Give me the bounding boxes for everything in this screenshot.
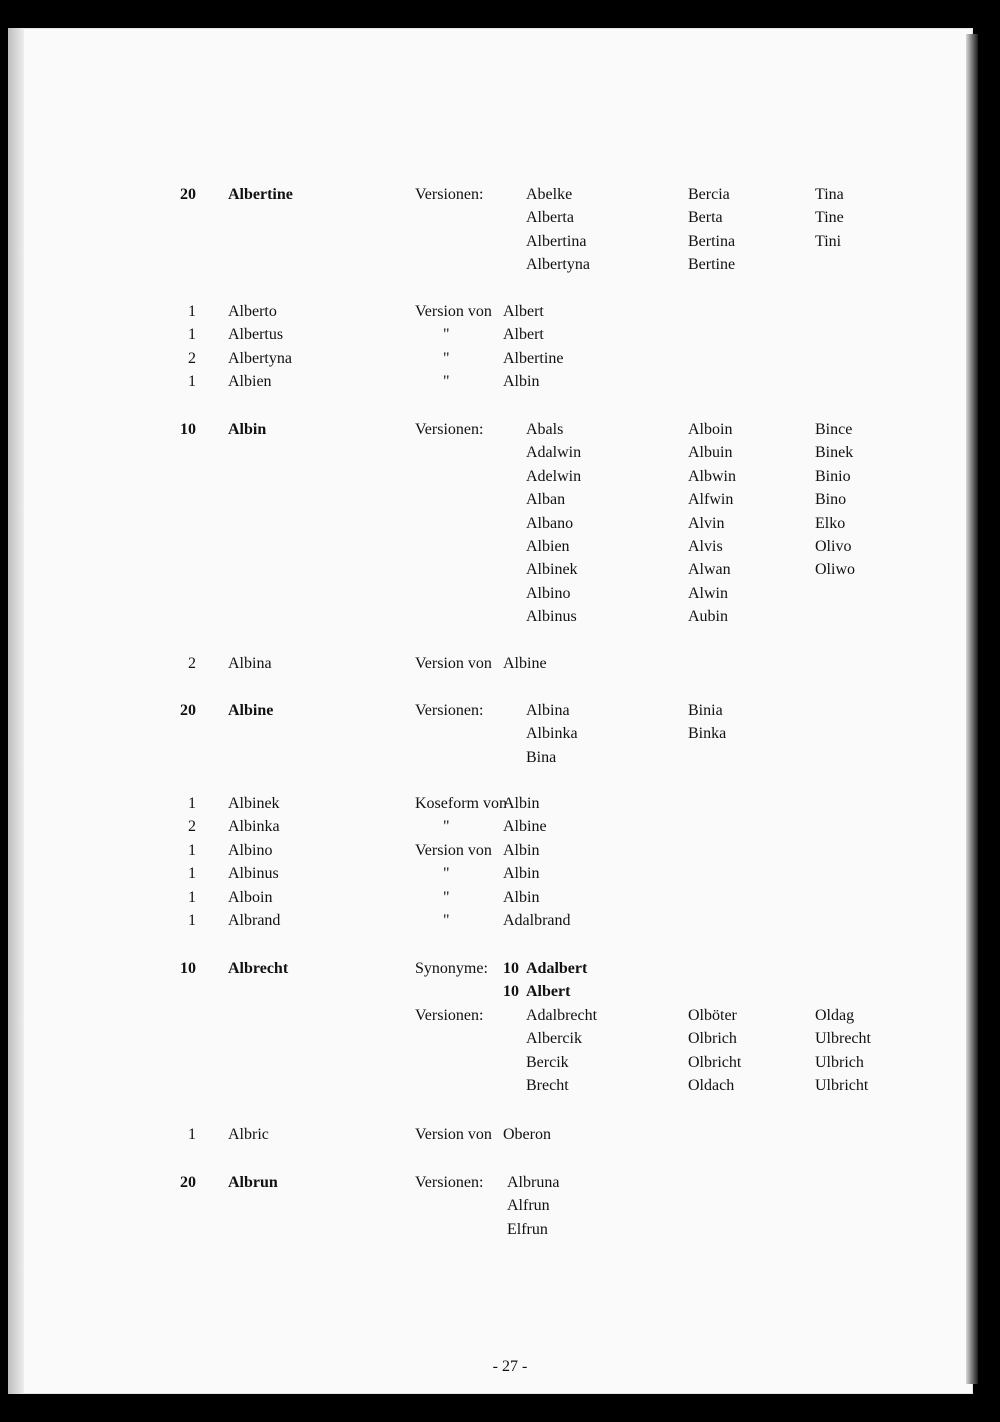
version-name: Oldach — [688, 1077, 735, 1094]
versions-label: Versionen: — [415, 421, 484, 438]
entry-row — [0, 886, 1000, 909]
entry-version-row — [0, 605, 1000, 628]
version-name: Olböter — [688, 1006, 737, 1024]
entry-name: Albine — [228, 702, 274, 719]
entry-count: 10 — [180, 960, 196, 977]
version-name: Binek — [815, 444, 854, 462]
entry-count: 1 — [188, 889, 196, 906]
entry-version-row — [0, 558, 1000, 581]
version-name: Alban — [526, 491, 566, 509]
entry-row — [0, 815, 1000, 838]
synonym-name: Albert — [526, 983, 571, 1001]
version-name: Olbricht — [688, 1053, 742, 1071]
entry-count: 1 — [188, 303, 196, 320]
entry-version-row — [0, 722, 1000, 745]
entry-count: 20 — [180, 702, 196, 719]
entry-name: Albinus — [228, 865, 279, 882]
relation-target: Albert — [503, 303, 544, 320]
entry-count: 1 — [188, 865, 196, 882]
version-name: Albina — [526, 702, 570, 719]
entry-version-row — [0, 441, 1000, 464]
version-name: Tina — [815, 186, 844, 203]
entry-name: Alboin — [228, 889, 273, 906]
entry-row — [0, 1123, 1000, 1146]
entry-count: 20 — [180, 186, 196, 203]
version-name: Abelke — [526, 186, 573, 203]
synonym-count: 10 — [503, 983, 519, 1001]
version-name: Abals — [526, 421, 564, 438]
entry-name: Albrecht — [228, 960, 289, 977]
relation-label: Koseform von — [415, 795, 507, 812]
entry-version-row — [0, 1074, 1000, 1097]
version-name: Albinus — [526, 608, 577, 626]
version-name: Ulbrich — [815, 1053, 864, 1071]
version-name: Bercik — [526, 1053, 569, 1071]
version-name: Binka — [688, 725, 727, 743]
relation-target: Albine — [503, 818, 547, 835]
entry-count: 1 — [188, 795, 196, 812]
entry-name: Albertus — [228, 326, 284, 343]
version-name: Alwin — [688, 584, 728, 602]
entry-count: 10 — [180, 421, 196, 438]
version-name: Adalwin — [526, 444, 582, 462]
version-name: Alberta — [526, 209, 574, 227]
entry-row — [0, 370, 1000, 393]
version-name: Berta — [688, 209, 723, 227]
entry-count: 1 — [188, 842, 196, 859]
version-name: Alboin — [688, 421, 733, 438]
entry-row — [0, 323, 1000, 346]
version-name: Bertine — [688, 256, 736, 274]
entry-version-row — [0, 512, 1000, 535]
entry-count: 1 — [188, 1126, 196, 1143]
ditto-mark: " — [443, 912, 450, 929]
entry-name: Albien — [228, 373, 272, 390]
version-name: Ulbricht — [815, 1077, 869, 1094]
versions-label: Versionen: — [415, 1006, 484, 1024]
relation-target: Adalbrand — [503, 912, 571, 929]
entry-row — [0, 347, 1000, 370]
synonym-name: Adalbert — [526, 960, 588, 977]
relation-target: Albert — [503, 326, 544, 343]
version-name: Elko — [815, 514, 846, 532]
versions-label: Versionen: — [415, 186, 484, 203]
relation-label: Version von — [415, 842, 492, 859]
entry-row — [0, 909, 1000, 932]
entry-name: Albino — [228, 842, 273, 859]
version-name: Ulbrecht — [815, 1030, 871, 1048]
versions-label: Versionen: — [415, 1174, 484, 1191]
entry-count: 1 — [188, 373, 196, 390]
entry-name: Albin — [228, 421, 267, 438]
entry-row — [0, 652, 1000, 675]
relation-label: Version von — [415, 655, 492, 672]
version-name: Alwan — [688, 561, 731, 579]
entry-count: 20 — [180, 1174, 196, 1191]
entry-count: 2 — [188, 818, 196, 835]
version-name: Bertina — [688, 232, 736, 250]
relation-target: Albin — [503, 842, 540, 859]
entry-count: 2 — [188, 350, 196, 367]
entry-row — [0, 418, 1000, 441]
ditto-mark: " — [443, 818, 450, 835]
relation-target: Albin — [503, 795, 540, 812]
relation-target: Albin — [503, 373, 540, 390]
versions-label: Versionen: — [415, 702, 484, 719]
entry-version-row — [0, 582, 1000, 605]
entry-version-row — [0, 1027, 1000, 1050]
entry-name: Albinka — [228, 818, 280, 835]
ditto-mark: " — [443, 889, 450, 906]
entry-name: Alberto — [228, 303, 277, 320]
version-name: Olivo — [815, 538, 852, 555]
entry-version-row — [0, 1194, 1000, 1217]
version-name: Elfrun — [507, 1220, 548, 1238]
version-name: Binia — [688, 702, 723, 719]
relation-target: Albin — [503, 865, 540, 882]
entry-version-row — [0, 1051, 1000, 1074]
relation-target: Oberon — [503, 1126, 551, 1143]
version-name: Tine — [815, 209, 844, 227]
version-name: Bince — [815, 421, 853, 438]
relation-label: Version von — [415, 303, 492, 320]
version-name: Albien — [526, 538, 570, 555]
entry-row — [0, 699, 1000, 722]
version-name: Albano — [526, 514, 574, 532]
version-name: Albinek — [526, 561, 578, 579]
ditto-mark: " — [443, 373, 450, 390]
version-name: Adalbrecht — [526, 1006, 598, 1024]
version-name: Alvin — [688, 514, 725, 532]
entry-version-row — [0, 488, 1000, 511]
version-name: Alvis — [688, 538, 723, 555]
ditto-mark: " — [443, 865, 450, 882]
version-name: Oliwo — [815, 561, 855, 579]
entry-version-row — [0, 253, 1000, 276]
ditto-mark: " — [443, 350, 450, 367]
version-name: Albruna — [507, 1174, 560, 1191]
version-name: Albinka — [526, 725, 578, 743]
entry-row — [0, 300, 1000, 323]
entry-count: 2 — [188, 655, 196, 672]
entry-row — [0, 862, 1000, 885]
version-name: Albertyna — [526, 256, 590, 274]
ditto-mark: " — [443, 326, 450, 343]
version-name: Oldag — [815, 1006, 855, 1024]
version-name: Brecht — [526, 1077, 569, 1094]
synonym-count: 10 — [503, 960, 519, 977]
version-name: Albercik — [526, 1030, 582, 1048]
version-name: Bino — [815, 491, 847, 509]
entry-version-row — [0, 746, 1000, 769]
relation-label: Version von — [415, 1126, 492, 1143]
entry-name: Albertyna — [228, 350, 292, 367]
entry-count: 1 — [188, 326, 196, 343]
version-name: Adelwin — [526, 467, 582, 485]
page-number: - 27 - — [492, 1358, 528, 1375]
entry-count: 1 — [188, 912, 196, 929]
version-name: Bercia — [688, 186, 730, 203]
version-name: Alfwin — [688, 491, 734, 509]
relation-target: Albin — [503, 889, 540, 906]
entry-version-row — [0, 1004, 1000, 1027]
version-name: Bina — [526, 748, 557, 766]
version-name: Alfrun — [507, 1197, 550, 1215]
version-name: Albuin — [688, 444, 733, 462]
entry-name: Albina — [228, 655, 272, 672]
entry-version-row — [0, 535, 1000, 558]
entry-name: Albinek — [228, 795, 280, 812]
relation-target: Albertine — [503, 350, 564, 367]
version-name: Binio — [815, 467, 851, 485]
entry-row — [0, 183, 1000, 206]
relation-target: Albine — [503, 655, 547, 672]
version-name: Albertina — [526, 232, 587, 250]
entry-name: Albrun — [228, 1174, 278, 1191]
entry-name: Albertine — [228, 186, 293, 203]
entry-row — [0, 839, 1000, 862]
entry-version-row — [0, 230, 1000, 253]
entry-synonym-row — [0, 980, 1000, 1003]
entry-row — [0, 1171, 1000, 1194]
entry-version-row — [0, 1218, 1000, 1241]
synonyms-label: Synonyme: — [415, 960, 488, 977]
entry-name: Albrand — [228, 912, 281, 929]
entry-name: Albric — [228, 1126, 269, 1143]
entry-version-row — [0, 206, 1000, 229]
version-name: Albino — [526, 584, 571, 602]
version-name: Aubin — [688, 608, 728, 626]
version-name: Tini — [815, 232, 842, 250]
entry-version-row — [0, 465, 1000, 488]
entry-row — [0, 792, 1000, 815]
version-name: Albwin — [688, 467, 736, 485]
entry-row — [0, 957, 1000, 980]
version-name: Olbrich — [688, 1030, 737, 1048]
